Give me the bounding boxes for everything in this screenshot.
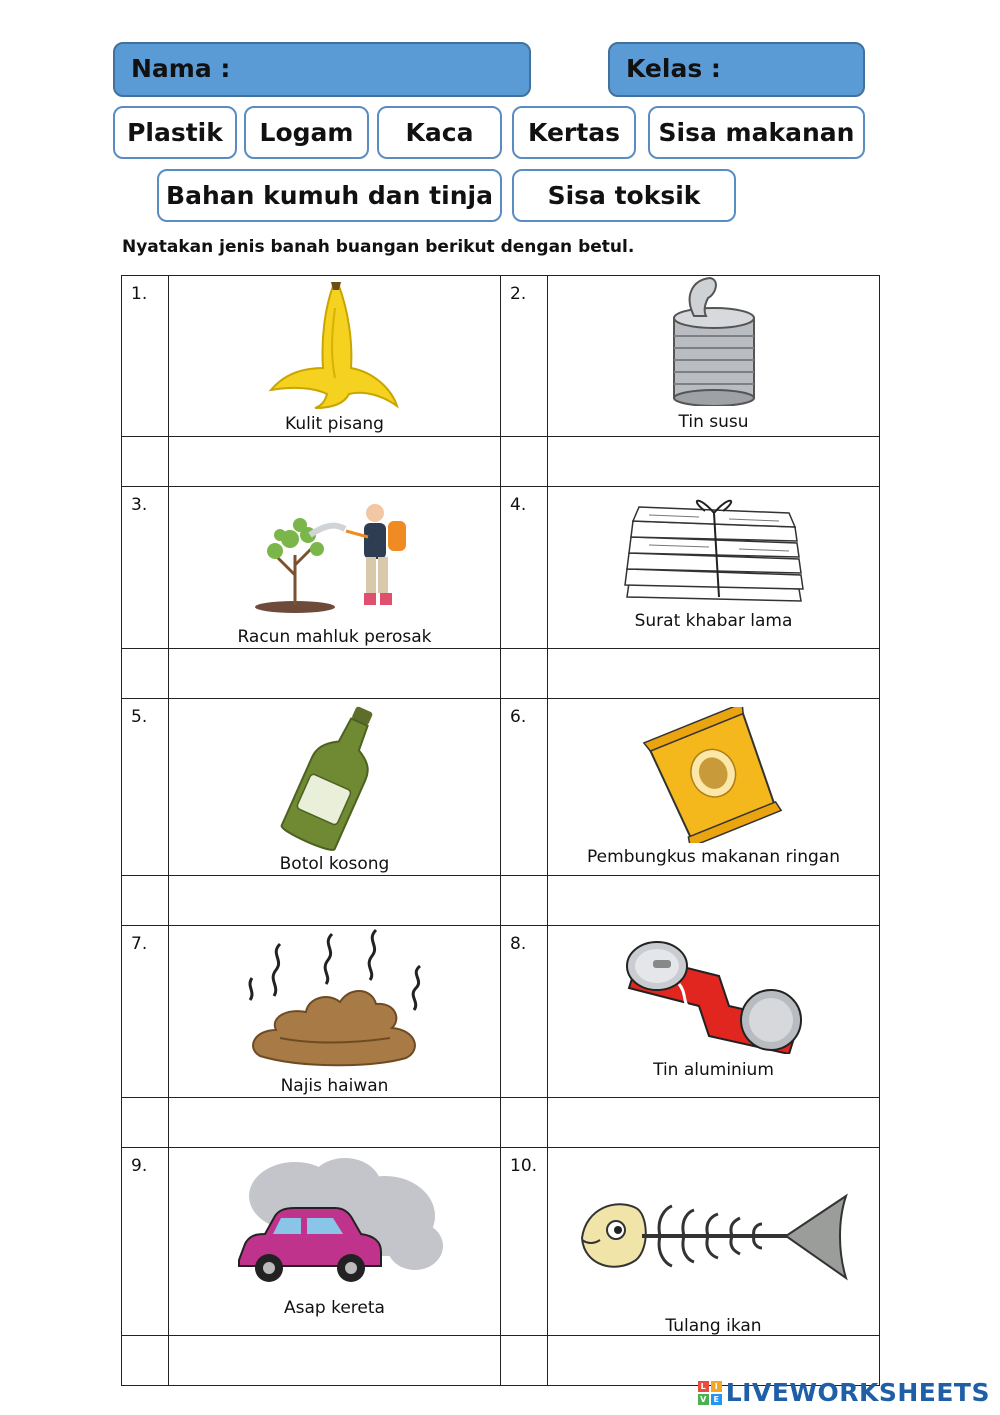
answer-cell-1[interactable] bbox=[169, 437, 501, 487]
animal-feces-icon bbox=[240, 926, 430, 1074]
item-number: 4. bbox=[501, 487, 548, 649]
liveworksheets-logo bbox=[698, 1378, 990, 1407]
class-label: Kelas : bbox=[626, 54, 721, 83]
item-caption: Asap kereta bbox=[284, 1298, 385, 1318]
item-caption: Tulang ikan bbox=[665, 1316, 762, 1336]
newspaper-stack-icon bbox=[619, 493, 809, 605]
item-caption: Tin aluminium bbox=[653, 1060, 774, 1080]
chip-bahan-kumuh[interactable]: Bahan kumuh dan tinja bbox=[157, 169, 502, 222]
item-caption: Kulit pisang bbox=[285, 414, 384, 434]
tin-can-icon bbox=[664, 276, 764, 406]
item-picture-cell bbox=[548, 699, 880, 876]
item-picture-cell bbox=[169, 926, 501, 1098]
answer-cell-4[interactable] bbox=[548, 649, 880, 699]
answer-cell-2[interactable] bbox=[548, 437, 880, 487]
item-number: 10. bbox=[501, 1148, 548, 1336]
answer-number-cell bbox=[122, 437, 169, 487]
logo-text: LIVEWORKSHEETS bbox=[725, 1378, 990, 1407]
logo-mark: L I V E bbox=[698, 1381, 722, 1405]
chip-sisa-makanan[interactable]: Sisa makanan bbox=[648, 106, 865, 159]
item-picture-cell bbox=[548, 926, 880, 1098]
item-picture-cell bbox=[548, 276, 880, 437]
name-field[interactable] bbox=[113, 42, 531, 97]
snack-wrapper-icon bbox=[639, 707, 789, 843]
answer-number-cell bbox=[501, 649, 548, 699]
item-caption: Pembungkus makanan ringan bbox=[587, 847, 840, 867]
item-caption: Racun mahluk perosak bbox=[237, 627, 432, 647]
car-smoke-icon bbox=[225, 1156, 445, 1296]
answer-cell-5[interactable] bbox=[169, 876, 501, 926]
item-number: 8. bbox=[501, 926, 548, 1098]
answer-number-cell bbox=[122, 1336, 169, 1386]
item-picture-cell bbox=[548, 487, 880, 649]
answer-number-cell bbox=[501, 1336, 548, 1386]
item-caption: Botol kosong bbox=[279, 854, 390, 874]
item-caption: Surat khabar lama bbox=[634, 611, 793, 631]
answer-number-cell bbox=[501, 437, 548, 487]
glass-bottle-icon bbox=[280, 703, 390, 851]
item-caption: Tin susu bbox=[678, 412, 749, 432]
fish-bone-icon bbox=[576, 1178, 852, 1290]
item-number: 5. bbox=[122, 699, 169, 876]
answer-cell-9[interactable] bbox=[169, 1336, 501, 1386]
item-number: 6. bbox=[501, 699, 548, 876]
chip-logam[interactable]: Logam bbox=[244, 106, 369, 159]
answer-number-cell bbox=[122, 876, 169, 926]
answer-number-cell bbox=[501, 876, 548, 926]
class-field[interactable] bbox=[608, 42, 865, 97]
answer-cell-3[interactable] bbox=[169, 649, 501, 699]
chip-sisa-toksik[interactable]: Sisa toksik bbox=[512, 169, 736, 222]
answer-number-cell bbox=[501, 1098, 548, 1148]
item-number: 7. bbox=[122, 926, 169, 1098]
item-picture-cell bbox=[169, 487, 501, 649]
answer-number-cell bbox=[122, 649, 169, 699]
item-number: 2. bbox=[501, 276, 548, 437]
pesticide-spray-icon bbox=[250, 495, 420, 615]
item-picture-cell bbox=[169, 1148, 501, 1336]
chip-kaca[interactable]: Kaca bbox=[377, 106, 502, 159]
item-number: 9. bbox=[122, 1148, 169, 1336]
item-picture-cell bbox=[548, 1148, 880, 1336]
chip-plastik[interactable]: Plastik bbox=[113, 106, 237, 159]
aluminium-can-icon bbox=[619, 936, 809, 1054]
item-picture-cell bbox=[169, 699, 501, 876]
chip-kertas[interactable]: Kertas bbox=[512, 106, 636, 159]
worksheet-table bbox=[121, 275, 880, 1386]
answer-cell-7[interactable] bbox=[169, 1098, 501, 1148]
answer-number-cell bbox=[122, 1098, 169, 1148]
banana-peel-icon bbox=[265, 278, 405, 410]
answer-cell-6[interactable] bbox=[548, 876, 880, 926]
item-caption: Najis haiwan bbox=[280, 1076, 389, 1096]
answer-cell-8[interactable] bbox=[548, 1098, 880, 1148]
name-label: Nama : bbox=[131, 54, 231, 83]
item-picture-cell bbox=[169, 276, 501, 437]
item-number: 1. bbox=[122, 276, 169, 437]
item-number: 3. bbox=[122, 487, 169, 649]
instruction-text: Nyatakan jenis banah buangan berikut dengan betul. bbox=[122, 237, 635, 257]
